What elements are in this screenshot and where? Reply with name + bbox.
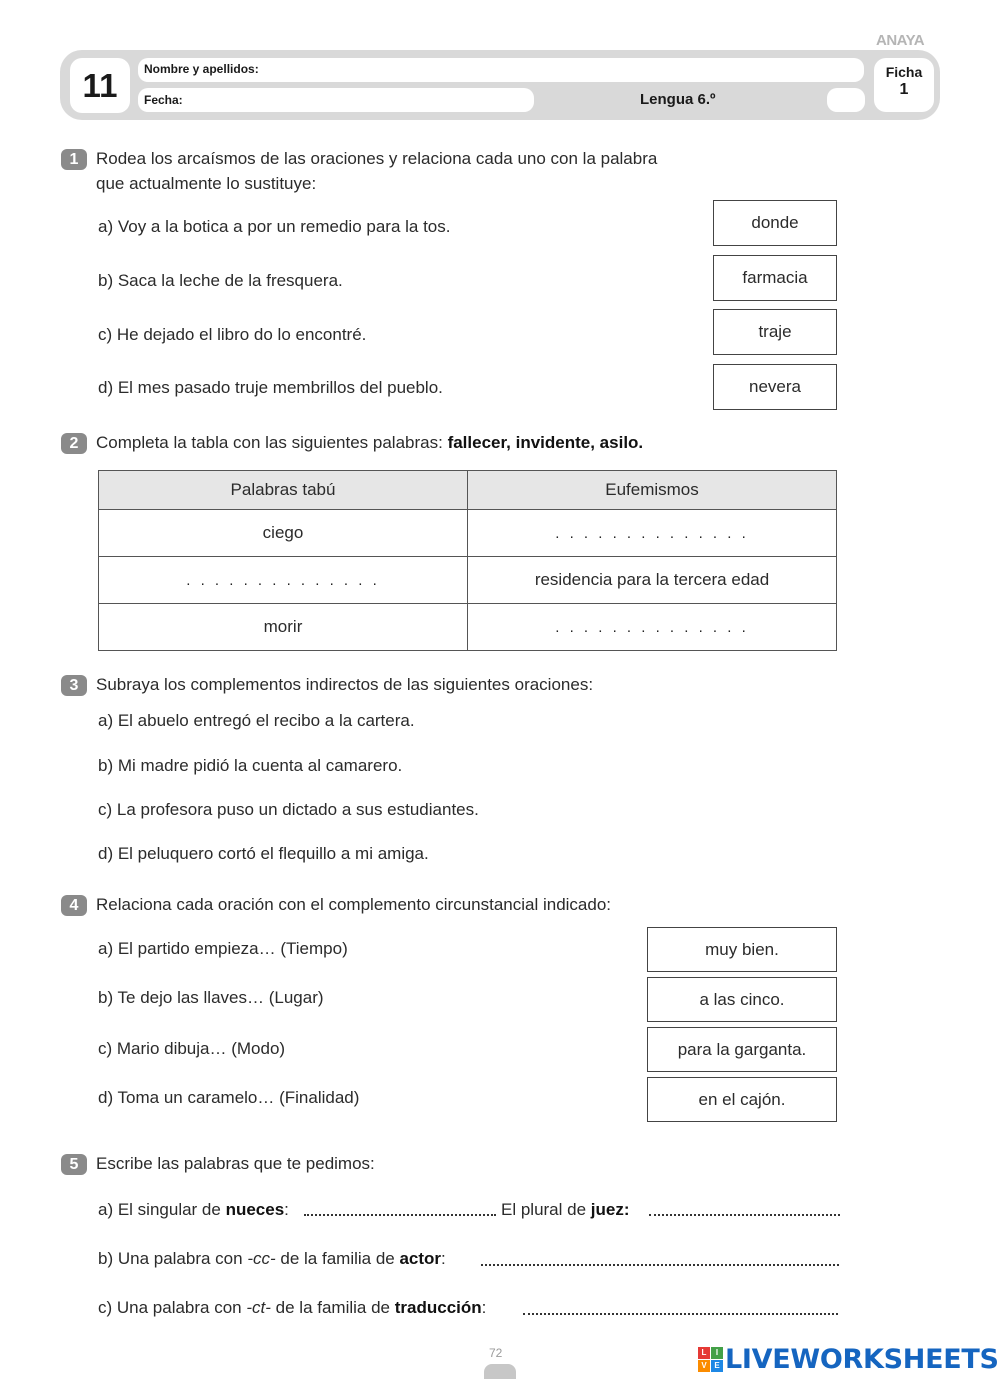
page-number: 72	[489, 1346, 503, 1360]
q5-item-c: c) Una palabra con -ct- de la familia de traducción:	[98, 1298, 487, 1317]
table-header-taboo: Palabras tabú	[99, 471, 468, 510]
publisher-logo: ANAYA	[876, 32, 925, 49]
q5-item-a-part2	[501, 1200, 630, 1220]
liveworksheets-logo	[698, 1343, 999, 1375]
q4-sentence-a[interactable]: a) El partido empieza… (Tiempo)	[98, 939, 348, 958]
logo-letter: V	[698, 1360, 710, 1372]
table-row	[99, 557, 837, 604]
question-3-badge: 3	[61, 675, 87, 696]
question-1-badge: 1	[61, 149, 87, 170]
name-field[interactable]	[138, 58, 864, 82]
question-1-prompt-line1: Rodea los arcaísmos de las oraciones y relaciona cada uno con la palabra	[96, 149, 658, 168]
q5-c-prefix: c) Una palabra con	[98, 1298, 242, 1317]
table-row	[99, 510, 837, 557]
q4-option-muy-bien[interactable]: muy bien.	[647, 927, 837, 972]
q4-sentence-b[interactable]: b) Te dejo las llaves… (Lugar)	[98, 988, 324, 1007]
dotted-line: . . . . . . . . . . . . . .	[555, 525, 749, 542]
date-label: Fecha:	[144, 93, 183, 107]
q5-b-prefix: b) Una palabra con	[98, 1249, 243, 1268]
question-2-prompt-text: Completa la tabla con las siguientes palabras:	[96, 433, 443, 452]
q1-option-traje[interactable]: traje	[713, 309, 837, 355]
q5-a-prefix: a) El singular de	[98, 1200, 221, 1219]
dotted-line: . . . . . . . . . . . . . .	[186, 572, 380, 589]
question-3-prompt: Subraya los complementos indirectos de las siguientes oraciones:	[96, 675, 594, 694]
subject-label: Lengua 6.º	[640, 91, 716, 108]
q4-option-a-las-cinco[interactable]: a las cinco.	[647, 977, 837, 1022]
q1-option-farmacia[interactable]: farmacia	[713, 255, 837, 301]
question-4-prompt: Relaciona cada oración con el complemento circunstancial indicado:	[96, 895, 612, 914]
q5-a-word2: juez:	[590, 1200, 630, 1219]
answer-blank[interactable]	[468, 510, 837, 557]
logo-letter: E	[711, 1360, 723, 1372]
blank-field	[827, 88, 865, 112]
page-tab	[484, 1364, 516, 1379]
question-2-badge: 2	[61, 433, 87, 454]
table-header-euphemism: Eufemismos	[468, 471, 837, 510]
question-2-prompt	[96, 430, 643, 455]
q4-sentence-d[interactable]: d) Toma un caramelo… (Finalidad)	[98, 1088, 360, 1107]
answer-blank[interactable]	[304, 1214, 496, 1216]
answer-blank[interactable]	[481, 1264, 839, 1266]
q1-option-donde[interactable]: donde	[713, 200, 837, 246]
q1-sentence-b[interactable]: b) Saca la leche de la fresquera.	[98, 271, 343, 290]
euphemism-table	[98, 470, 837, 651]
q5-c-affix: -ct-	[246, 1298, 271, 1317]
table-cell: morir	[99, 604, 468, 651]
question-2-words: fallecer, invidente, asilo.	[447, 433, 644, 452]
dotted-line: . . . . . . . . . . . . . .	[555, 619, 749, 636]
answer-blank[interactable]	[99, 557, 468, 604]
liveworksheets-wordmark: LIVEWORKSHEETS	[725, 1343, 999, 1375]
q5-b-middle: de la familia de	[280, 1249, 395, 1268]
question-5-badge: 5	[61, 1154, 87, 1175]
q3-sentence-c[interactable]: c) La profesora puso un dictado a sus estudiantes.	[98, 800, 479, 819]
question-5-prompt: Escribe las palabras que te pedimos:	[96, 1154, 375, 1173]
q3-sentence-a[interactable]: a) El abuelo entregó el recibo a la cartera.	[98, 711, 415, 730]
q5-c-middle: de la familia de	[275, 1298, 390, 1317]
q5-c-word: traducción	[394, 1298, 482, 1317]
q3-sentence-d[interactable]: d) El peluquero cortó el flequillo a mi amiga.	[98, 844, 429, 863]
q5-item-a-part1: a) El singular de nueces:	[98, 1200, 289, 1219]
answer-blank[interactable]	[523, 1313, 838, 1315]
q1-option-nevera[interactable]: nevera	[713, 364, 837, 410]
q3-sentence-b[interactable]: b) Mi madre pidió la cuenta al camarero.	[98, 756, 403, 775]
ficha-number: 1	[899, 81, 909, 98]
question-1-prompt-line2: que actualmente lo sustituye:	[96, 174, 317, 193]
question-4-badge: 4	[61, 895, 87, 916]
answer-blank[interactable]	[468, 604, 837, 651]
q4-sentence-c[interactable]: c) Mario dibuja… (Modo)	[98, 1039, 286, 1058]
ficha-box	[874, 58, 934, 112]
unit-number: 11	[70, 58, 130, 113]
logo-letter: L	[698, 1347, 710, 1359]
logo-letter: I	[711, 1347, 723, 1359]
answer-blank[interactable]	[649, 1214, 840, 1216]
q4-option-para-la-garganta[interactable]: para la garganta.	[647, 1027, 837, 1072]
q5-a-word1: nueces	[225, 1200, 285, 1219]
q1-sentence-c[interactable]: c) He dejado el libro do lo encontré.	[98, 325, 367, 344]
liveworksheets-icon	[698, 1347, 722, 1371]
q1-sentence-a[interactable]: a) Voy a la botica a por un remedio para la tos.	[98, 217, 451, 236]
q4-option-en-el-cajon[interactable]: en el cajón.	[647, 1077, 837, 1122]
q5-a-middle: El plural de	[501, 1200, 587, 1219]
q5-b-affix: -cc-	[247, 1249, 276, 1268]
table-cell: ciego	[99, 510, 468, 557]
ficha-label: Ficha	[885, 64, 923, 80]
q5-b-word: actor	[399, 1249, 442, 1268]
q1-sentence-d[interactable]: d) El mes pasado truje membrillos del pueblo.	[98, 378, 443, 397]
q5-item-b: b) Una palabra con -cc- de la familia de actor:	[98, 1249, 446, 1268]
table-row	[99, 604, 837, 651]
name-label: Nombre y apellidos:	[144, 62, 259, 76]
question-1-prompt	[96, 146, 657, 196]
table-cell: residencia para la tercera edad	[468, 557, 837, 604]
date-field[interactable]	[138, 88, 534, 112]
